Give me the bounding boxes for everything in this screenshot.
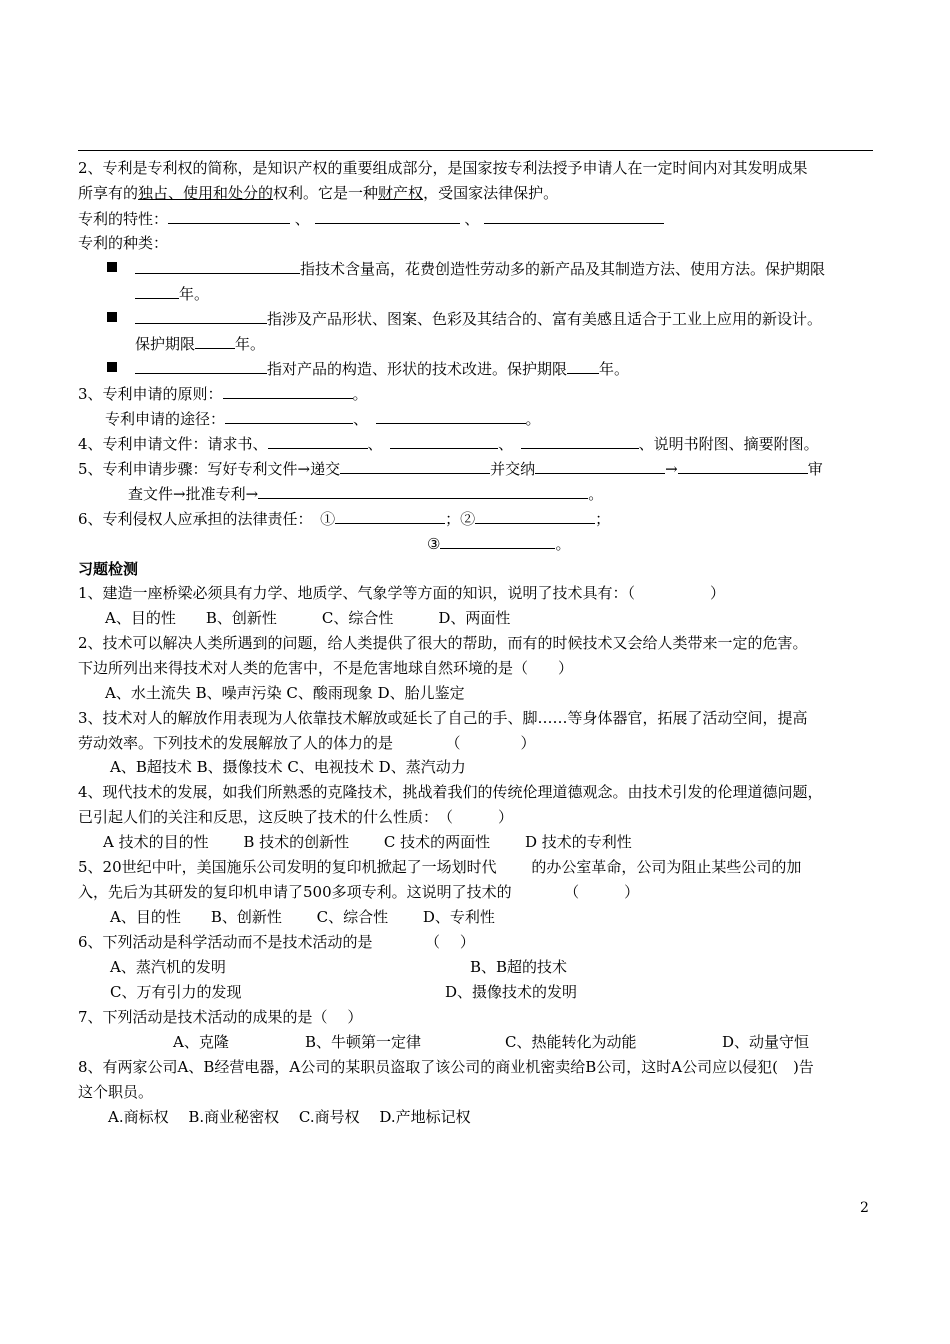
exercise-6-option-d: D、摄像技术的发明 [445, 983, 578, 1001]
q2-line-1: 2、专利是专利权的简称，是知识产权的重要组成部分，是国家按专利法授予申请人在一定时间内对其发明成果 [78, 159, 808, 177]
q2-line-2 [78, 183, 558, 203]
q3-text: 3、专利申请的原则： [78, 385, 223, 403]
blank-trait-2[interactable] [315, 208, 460, 224]
exercise-3-line-2: 劳动效率。下列技术的发展解放了人的体力的是 （ ） [78, 734, 536, 752]
exercise-3-line-1: 3、技术对人的解放作用表现为人依靠技术解放或延长了自己的手、脚……等身体器官，拓展了活动空间，提高 [78, 709, 808, 727]
q6-semicolon-1: ； [445, 510, 461, 528]
blank-q5-step[interactable] [678, 458, 808, 474]
q5-period: 。 [588, 485, 604, 503]
exercise-4-options: A 技术的目的性 B 技术的创新性 C 技术的两面性 D 技术的专利性 [103, 833, 632, 851]
exercise-6-option-b: B、B超的技术 [470, 958, 568, 976]
blank-trait-1[interactable] [168, 208, 290, 224]
arrow-right-icon: → [297, 460, 311, 478]
q5-line [78, 458, 823, 479]
exercise-6-option-c: C、万有引力的发现 [110, 983, 242, 1001]
blank-q4-1[interactable] [268, 433, 368, 449]
q4-tail: 、说明书附图、摘要附图。 [638, 435, 819, 453]
q4-sep-2: 、 [498, 435, 506, 453]
bullet-icon [107, 362, 117, 372]
arrow-right-icon: → [173, 485, 186, 503]
q2-text-mid: 权利。它是一种 [273, 184, 379, 202]
type-1-tail: 年。 [179, 285, 210, 303]
q5-review: 审 [807, 460, 823, 478]
arrow-right-icon: → [245, 485, 259, 503]
exercise-5-line-1: 5、20世纪中叶，美国施乐公司发明的复印机掀起了一场划时代 的办公室革命，公司为阻止某些公司的加 [78, 858, 802, 876]
type-2-cont [135, 333, 265, 354]
q5-text: 5、专利申请步骤：写好专利文件 [78, 460, 298, 478]
exercise-7-option-a: A、克隆 [173, 1033, 229, 1051]
exercise-7-option-b: B、牛顿第一定律 [305, 1033, 422, 1051]
q6-circle-1: ① [320, 510, 336, 528]
q3-line [78, 383, 368, 404]
q6-cont-line [427, 533, 570, 554]
exercise-5-options: A、目的性 B、创新性 C、综合性 D、专利性 [110, 908, 495, 926]
blank-q3-route-1[interactable] [225, 408, 353, 424]
q6-line [78, 508, 610, 529]
page-number: 2 [860, 1200, 869, 1216]
blank-type-1-years[interactable] [135, 283, 179, 299]
q2-underlined-property: 财产权 [378, 184, 424, 202]
q3-route-sep: 、 [353, 410, 361, 428]
type-1-text: 指技术含量高，花费创造性劳动多的新产品及其制造方法、使用方法。保护期限 [300, 260, 826, 278]
exercise-2-line-2: 下边所列出来得技术对人类的危害中，不是危害地球自然环境的是（ ） [78, 659, 574, 677]
q3-route-text: 专利申请的途径： [105, 410, 226, 428]
blank-type-2[interactable] [135, 308, 267, 324]
type-1-cont [135, 283, 209, 304]
type-2-text: 指涉及产品形状、图案、色彩及其结合的、富有美感且适合于工业上应用的新设计。 [267, 310, 823, 328]
q4-line [78, 433, 819, 454]
exercise-2-options: A、水土流失 B、噪声污染 C、酸雨现象 D、胎儿鉴定 [105, 684, 465, 702]
q6-period: 。 [555, 535, 571, 553]
exercise-7: 7、下列活动是技术活动的成果的是（ ） [78, 1008, 363, 1026]
blank-trait-3[interactable] [484, 208, 664, 224]
header-rule [78, 150, 873, 151]
blank-type-1[interactable] [135, 258, 300, 274]
blank-type-3-years[interactable] [567, 358, 599, 374]
q6-semicolon-2: ； [595, 510, 611, 528]
exercise-4-line-2: 已引起人们的关注和反思，这反映了技术的什么性质： （ ） [78, 808, 514, 826]
blank-q3-route-2[interactable] [376, 408, 526, 424]
blank-q5-pay[interactable] [535, 458, 665, 474]
q6-text: 6、专利侵权人应承担的法律责任： [78, 510, 306, 528]
exercise-6-option-a: A、蒸汽机的发明 [110, 958, 226, 976]
arrow-right-icon: → [665, 460, 678, 478]
exercise-5-line-2: 入，先后为其研发的复印机申请了500多项专利。这说明了技术的 （ ） [78, 883, 640, 901]
q5-cont-line [128, 483, 603, 504]
exercise-heading: 习题检测 [78, 560, 139, 578]
bullet-icon [107, 262, 117, 272]
type-3-tail: 年。 [599, 360, 630, 378]
exercise-1-options: A、目的性 B、创新性 C、综合性 D、两面性 [105, 609, 511, 627]
exercise-7-option-d: D、动量守恒 [722, 1033, 810, 1051]
q5-cont: 查文件 [128, 485, 174, 503]
q3-route-period: 。 [525, 410, 541, 428]
blank-q6-1[interactable] [335, 508, 445, 524]
exercise-4-line-1: 4、现代技术的发展，如我们所熟悉的克隆技术，挑战着我们的传统伦理道德观念。由技术引发的伦理道德问题， [78, 783, 823, 801]
q3-route-line [105, 408, 541, 429]
sep-2: 、 [464, 210, 480, 228]
exercise-8-line-2: 这个职员。 [78, 1083, 154, 1101]
traits-label: 专利的特性： [78, 210, 169, 228]
q6-circle-2: ② [460, 510, 476, 528]
type-2-line [135, 308, 822, 329]
q5-pay: 并交纳 [490, 460, 536, 478]
exercise-3-options: A、B超技术 B、摄像技术 C、电视技术 D、蒸汽动力 [110, 758, 466, 776]
q5-approve: 批准专利 [185, 485, 246, 503]
sep-1: 、 [294, 210, 310, 228]
blank-q3-principle[interactable] [223, 383, 353, 399]
patent-traits-line [78, 208, 664, 229]
q3-period: 。 [352, 385, 368, 403]
bullet-icon [107, 312, 117, 322]
blank-type-3[interactable] [135, 358, 267, 374]
type-2-tail: 年。 [235, 335, 266, 353]
exercise-1: 1、建造一座桥梁必须具有力学、地质学、气象学等方面的知识，说明了技术具有：（ ） [78, 584, 726, 602]
blank-q5-submit[interactable] [340, 458, 490, 474]
type-3-text: 指对产品的构造、形状的技术改进。保护期限 [267, 360, 568, 378]
patent-types-label: 专利的种类： [78, 234, 169, 252]
q2-text-post: ，受国家法律保护。 [423, 184, 559, 202]
q6-circle-3: ③ [427, 535, 441, 553]
type-2-cont-text: 保护期限 [135, 335, 196, 353]
q2-text-pre: 所享有的 [78, 184, 139, 202]
blank-q4-2[interactable] [390, 433, 498, 449]
exercise-7-option-c: C、热能转化为动能 [505, 1033, 637, 1051]
blank-q5-final[interactable] [258, 483, 588, 499]
q4-text: 4、专利申请文件：请求书、 [78, 435, 268, 453]
blank-q4-3[interactable] [521, 433, 639, 449]
exercise-6: 6、下列活动是科学活动而不是技术活动的是 （ ） [78, 933, 475, 951]
exercise-8-line-1: 8、有两家公司A、B经营电器，A公司的某职员盗取了该公司的商业机密卖给B公司，这时A公司应以侵犯( )告 [78, 1058, 814, 1076]
q4-sep-1: 、 [367, 435, 376, 453]
blank-q6-3[interactable] [440, 533, 555, 549]
q5-submit: 递交 [310, 460, 341, 478]
type-1-line [135, 258, 825, 279]
exercise-2-line-1: 2、技术可以解决人类所遇到的问题，给人类提供了很大的帮助，而有的时候技术又会给人类带来一定的危害。 [78, 634, 808, 652]
exercise-8-options: A.商标权 B.商业秘密权 C.商号权 D.产地标记权 [108, 1108, 471, 1126]
type-3-line [135, 358, 629, 379]
blank-q6-2[interactable] [475, 508, 595, 524]
blank-type-2-years[interactable] [195, 333, 235, 349]
q2-underlined-rights: 独占、使用和处分的 [138, 184, 274, 202]
